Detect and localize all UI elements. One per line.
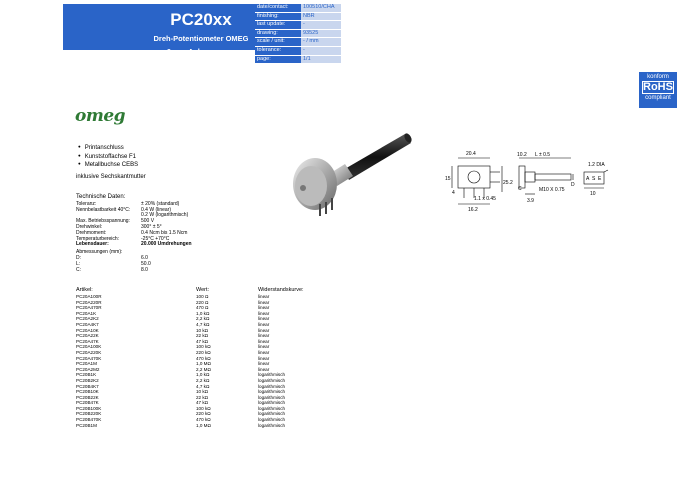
- article-cell: PC20B470K: [76, 417, 102, 423]
- meta-key: finishing:: [255, 13, 301, 21]
- value-header: Wert:: [196, 287, 210, 293]
- article-cell: PC20B100K: [76, 405, 102, 411]
- curve-cell: logarithmisch: [258, 411, 286, 417]
- curve-cell: logarithmisch: [258, 383, 286, 389]
- meta-value: 1/1: [301, 56, 341, 64]
- dim-label: 16.2: [468, 207, 478, 212]
- dim-row: [76, 268, 192, 274]
- feature-item: ● Kunststoffachse F1: [78, 153, 138, 162]
- meta-key: drawing:: [255, 30, 301, 38]
- dim-value: 50.0: [141, 260, 151, 267]
- article-cell: PC20A1M: [76, 361, 97, 367]
- article-cell: PC20A470R: [76, 305, 102, 311]
- meta-key: scale / unit:: [255, 38, 301, 46]
- dim-label: 4: [452, 190, 455, 196]
- tech-value: 300° ± 5°: [141, 223, 162, 230]
- value-cell: 100 kΩ: [196, 405, 211, 411]
- value-cell: 220 Ω: [196, 299, 209, 305]
- meta-value: -: [301, 21, 341, 29]
- value-cell: 47 kΩ: [196, 400, 209, 406]
- meta-value: 93525: [301, 30, 341, 38]
- article-cell: PC20B10K: [76, 389, 99, 395]
- meta-key: last update:: [255, 21, 301, 29]
- curve-cell: linear: [258, 321, 270, 327]
- dim-label: 3.9: [527, 198, 534, 204]
- drawing-side-view: [444, 142, 516, 212]
- article-cell: PC20A1K: [76, 310, 97, 316]
- tech-key: Lebensdauer:: [76, 241, 109, 248]
- value-cell: 4,7 kΩ: [196, 383, 210, 389]
- value-cell: 470 kΩ: [196, 417, 211, 423]
- rohs-bottom-label: compliant: [645, 95, 671, 101]
- value-cell: 1,0 kΩ: [196, 310, 210, 316]
- article-cell: PC20A100K: [76, 344, 102, 350]
- rohs-badge: [639, 72, 677, 108]
- value-cell: 1,0 MΩ: [196, 361, 211, 367]
- rohs-main-label: RoHS: [643, 81, 673, 93]
- meta-row: [255, 4, 341, 13]
- product-subtitle-1: Dreh-Potentiometer OMEG: [153, 34, 249, 43]
- tech-value: 0.4 W (linear): [141, 206, 172, 213]
- pin-label: A: [586, 176, 590, 182]
- curve-cell: logarithmisch: [258, 372, 286, 378]
- value-cell: 10 kΩ: [196, 389, 209, 395]
- value-cell: 2,2 kΩ: [196, 377, 210, 383]
- value-cell: 22 kΩ: [196, 333, 209, 339]
- curve-cell: linear: [258, 349, 270, 355]
- tech-value: 500 V: [141, 218, 155, 225]
- meta-value: - / mm: [301, 38, 341, 46]
- tech-row: [76, 242, 192, 248]
- article-cell: PC20B47K: [76, 400, 99, 406]
- article-cell: PC20A470K: [76, 355, 102, 361]
- dim-label: 10.2: [517, 152, 527, 158]
- table-row: [76, 423, 304, 429]
- article-cell: PC20A2K2: [76, 316, 99, 322]
- dim-value: 6.0: [141, 254, 148, 261]
- article-cell: PC20A100R: [76, 294, 102, 299]
- dim-key: C:: [76, 266, 81, 273]
- meta-key: page:: [255, 56, 301, 64]
- curve-cell: logarithmisch: [258, 405, 286, 411]
- dim-label: 25.2: [503, 180, 513, 186]
- tech-key: Drehmoment:: [76, 229, 107, 236]
- value-cell: 220 kΩ: [196, 411, 211, 417]
- meta-value: NBR: [301, 13, 341, 21]
- curve-cell: logarithmisch: [258, 377, 286, 383]
- feature-item: ● Metallbuchse CEBS: [78, 161, 138, 170]
- meta-row: [255, 21, 341, 30]
- value-cell: 22 kΩ: [196, 394, 209, 400]
- tech-key: Temperaturbereich:: [76, 235, 120, 242]
- dim-label: 1.2 DIA: [588, 162, 605, 168]
- pin-label: S: [592, 176, 596, 182]
- curve-cell: linear: [258, 294, 270, 299]
- meta-row: [255, 47, 341, 56]
- value-cell: 1,0 kΩ: [196, 372, 210, 378]
- dim-label: C: [518, 186, 522, 192]
- article-cell: PC20B1K: [76, 372, 97, 378]
- value-cell: 10 kΩ: [196, 327, 209, 333]
- curve-cell: linear: [258, 344, 270, 350]
- article-cell: PC20A4K7: [76, 321, 99, 327]
- value-cell: 100 Ω: [196, 294, 209, 299]
- curve-cell: linear: [258, 305, 270, 311]
- meta-key: date/contact:: [255, 4, 301, 12]
- drawing-pin-view: [578, 160, 618, 200]
- curve-cell: linear: [258, 299, 270, 305]
- value-cell: 100 kΩ: [196, 344, 211, 350]
- value-cell: 2,2 kΩ: [196, 316, 210, 322]
- tech-value: ± 20% (standard): [141, 200, 180, 207]
- dim-label: 1.1 x 0.45: [474, 196, 496, 202]
- article-cell: PC20A220R: [76, 299, 102, 305]
- tech-value: 0.2 W (logarithmisch): [141, 212, 189, 219]
- article-cell: PC20A2M2: [76, 366, 100, 372]
- tech-value: 20.000 Umdrehungen: [141, 241, 192, 248]
- value-cell: 470 Ω: [196, 305, 209, 311]
- product-subtitle-2: 6 mm Achse, mono: [166, 47, 236, 56]
- curve-cell: linear: [258, 361, 270, 367]
- dim-label: 15: [445, 176, 451, 182]
- value-cell: 470 kΩ: [196, 355, 211, 361]
- curve-cell: linear: [258, 316, 270, 322]
- value-cell: 1,0 MΩ: [196, 422, 211, 428]
- article-cell: PC20B1M: [76, 422, 97, 428]
- dim-label: L ± 0.5: [535, 152, 551, 158]
- dims-heading: Abmessungen (mm):: [76, 249, 123, 256]
- drawing-shaft-view: [515, 150, 577, 206]
- article-cell: PC20B220K: [76, 411, 102, 417]
- meta-row: [255, 30, 341, 39]
- meta-row: [255, 38, 341, 47]
- meta-row: [255, 13, 341, 22]
- curve-cell: logarithmisch: [258, 417, 286, 423]
- article-header-row: [76, 287, 304, 294]
- article-header: Artikel:: [76, 287, 93, 293]
- article-cell: PC20A220K: [76, 349, 102, 355]
- dim-label: D: [571, 182, 575, 188]
- value-cell: 2,2 MΩ: [196, 366, 211, 372]
- dim-label: 10: [590, 191, 596, 197]
- meta-row: [255, 56, 341, 65]
- pin-label: E: [598, 176, 602, 182]
- article-cell: PC20A47K: [76, 338, 99, 344]
- article-cell: PC20B2K2: [76, 377, 99, 383]
- curve-cell: linear: [258, 338, 270, 344]
- product-title: PC20xx: [170, 10, 232, 29]
- article-table: [76, 287, 304, 428]
- article-cell: PC20A22K: [76, 333, 99, 339]
- extra-note: inklusive Sechskantmutter: [76, 174, 146, 180]
- dim-label: 20.4: [466, 151, 476, 157]
- tech-key: Max. Betriebsspannung:: [76, 218, 130, 225]
- meta-value: -: [301, 47, 341, 55]
- value-cell: 47 kΩ: [196, 338, 209, 344]
- curve-cell: linear: [258, 366, 270, 372]
- curve-cell: linear: [258, 355, 270, 361]
- tech-value: 0.4 Ncm bis 1.5 Ncm: [141, 229, 188, 236]
- curve-cell: logarithmisch: [258, 389, 286, 395]
- meta-key: tolerance:: [255, 47, 301, 55]
- rohs-top-label: konform: [647, 74, 669, 80]
- tech-heading: Technische Daten:: [76, 194, 126, 200]
- article-cell: PC20A10K: [76, 327, 99, 333]
- tech-data: [76, 195, 192, 273]
- curve-cell: linear: [258, 333, 270, 339]
- tech-key: Toleranz:: [76, 200, 97, 207]
- article-cell: PC20B22K: [76, 394, 99, 400]
- omeg-logo: omeg: [75, 106, 126, 126]
- value-cell: 4,7 kΩ: [196, 321, 210, 327]
- feature-list: [78, 144, 138, 170]
- feature-item: ● Printanschluss: [78, 144, 138, 153]
- potentiometer-photo: [283, 126, 423, 218]
- curve-cell: logarithmisch: [258, 422, 286, 428]
- tech-value: -25°C +70°C: [141, 235, 170, 242]
- article-cell: PC20B4K7: [76, 383, 99, 389]
- dim-key: L:: [76, 260, 81, 267]
- dim-value: 8.0: [141, 266, 148, 273]
- curve-cell: logarithmisch: [258, 400, 286, 406]
- dim-label: M10 X 0.75: [539, 187, 565, 193]
- value-cell: 220 kΩ: [196, 349, 211, 355]
- curve-cell: linear: [258, 310, 270, 316]
- curve-cell: logarithmisch: [258, 394, 286, 400]
- tech-key: Drehwinkel:: [76, 223, 103, 230]
- dim-key: D:: [76, 254, 81, 261]
- meta-table: [255, 4, 341, 64]
- tech-key: Nennbelastbarkeit 40°C:: [76, 206, 131, 213]
- curve-header: Widerstandskurve:: [258, 287, 304, 293]
- meta-value: 100510/CHA: [301, 4, 341, 12]
- curve-cell: linear: [258, 327, 270, 333]
